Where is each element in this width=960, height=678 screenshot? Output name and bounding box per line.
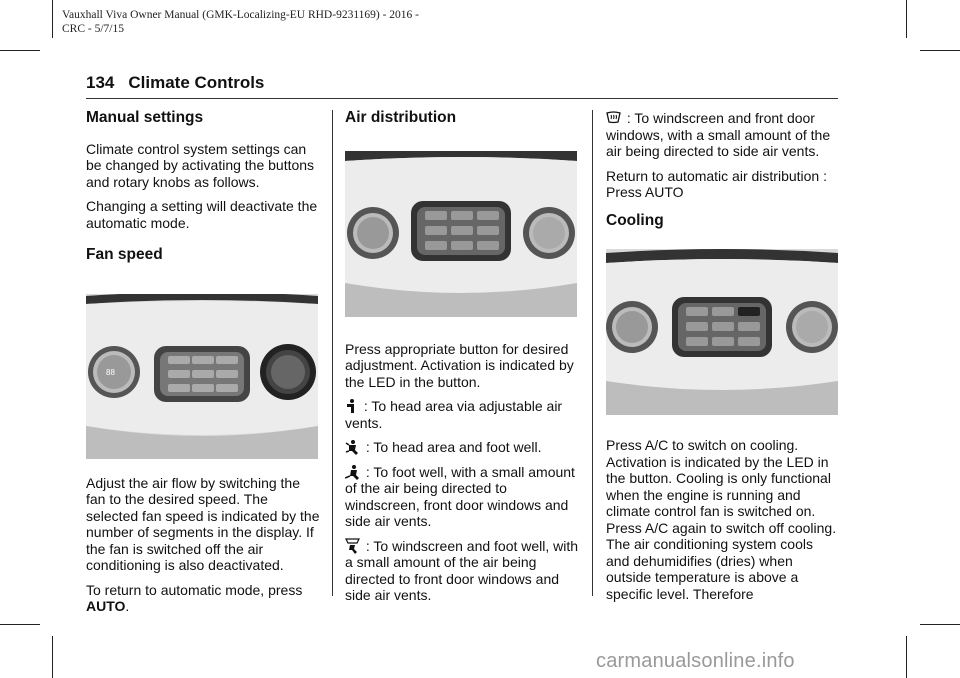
heading-fan-speed: Fan speed — [86, 246, 163, 263]
page-title — [86, 73, 264, 93]
crop-mark — [906, 636, 907, 678]
air-dist-item — [345, 439, 581, 456]
windscreen-foot-icon — [345, 538, 360, 554]
air-dist-item — [345, 398, 581, 431]
item-text: : To head area via adjustable air vents. — [345, 398, 563, 431]
watermark: carmanualsonline.info — [596, 650, 795, 672]
item-text: : To windscreen and foot well, with a small amount of the air being directed to front door windows and side air vents. — [345, 537, 579, 603]
title-rule — [86, 98, 838, 99]
item-text: : To head area and foot well. — [362, 439, 542, 455]
paragraph: Climate control system settings can be changed by activating the buttons and rotary knobs as follows. — [86, 140, 315, 190]
item-text: : To foot well, with a small amount of the air being directed to windscreen, front door windows and side air vents. — [345, 463, 575, 529]
text: To return to automatic mode, press — [86, 581, 303, 598]
item-text: : To windscreen and front door windows, with a small amount of the air being directed to side air vents. — [606, 110, 831, 159]
print-header-line1: Vauxhall Viva Owner Manual (GMK-Localizing-EU RHD-9231169) - 2016 - — [62, 9, 420, 21]
paragraph: Return to automatic air distribution : Press AUTO — [606, 167, 827, 200]
panel-illustration-cooling — [606, 249, 838, 415]
paragraph — [86, 582, 322, 615]
head-foot-icon — [345, 439, 360, 455]
air-dist-item — [345, 538, 581, 604]
heading-air-distribution: Air distribution — [345, 109, 457, 126]
auto-label: AUTO — [86, 598, 126, 614]
crop-mark — [0, 50, 40, 51]
climate-panel-figure — [86, 294, 318, 459]
climate-panel-figure — [606, 249, 838, 415]
foot-icon — [345, 464, 360, 480]
paragraph: Press appropriate button for desired adjustment. Activation is indicated by the LED in the button. — [345, 340, 574, 390]
heading-manual-settings: Manual settings — [86, 109, 204, 126]
print-header — [62, 8, 419, 36]
paragraph: Adjust the air flow by switching the fan to the desired speed. The selected fan speed is indicated by the number of segments in the display. If the fan is switched off the air conditioning is also deactivated. — [86, 474, 320, 573]
section-title: Climate Controls — [128, 73, 265, 92]
panel-illustration-fan — [86, 294, 318, 459]
paragraph: Press A/C to switch on cooling. Activation is indicated by the LED in the button. Cooling is only functional when the engine is running and climate control fan is switched on. Press A/C again to switch off cooling. The air conditioning system cools and dehumidifies (dries) when outside temperature is above a specific level. Therefore — [606, 437, 837, 602]
display-88: 88 — [106, 367, 115, 377]
paragraph: Changing a setting will deactivate the automatic mode. — [86, 198, 318, 231]
print-header-line2: CRC - 5/7/15 — [62, 23, 124, 35]
crop-mark — [52, 0, 53, 38]
air-dist-item — [606, 110, 840, 160]
panel-illustration-air — [345, 151, 577, 317]
column-3 — [606, 110, 840, 610]
crop-mark — [906, 0, 907, 38]
column-divider — [592, 110, 593, 596]
crop-mark — [52, 636, 53, 678]
column-1 — [86, 110, 322, 623]
climate-panel-figure — [345, 151, 577, 317]
text: . — [125, 598, 130, 614]
crop-mark — [920, 624, 960, 625]
column-divider — [332, 110, 333, 596]
head-vent-icon — [345, 398, 358, 414]
windscreen-defrost-icon — [606, 111, 621, 126]
column-2 — [345, 110, 581, 612]
crop-mark — [920, 50, 960, 51]
page-number: 134 — [86, 73, 115, 92]
heading-cooling: Cooling — [606, 211, 664, 229]
crop-mark — [0, 624, 40, 625]
air-dist-item — [345, 464, 581, 530]
